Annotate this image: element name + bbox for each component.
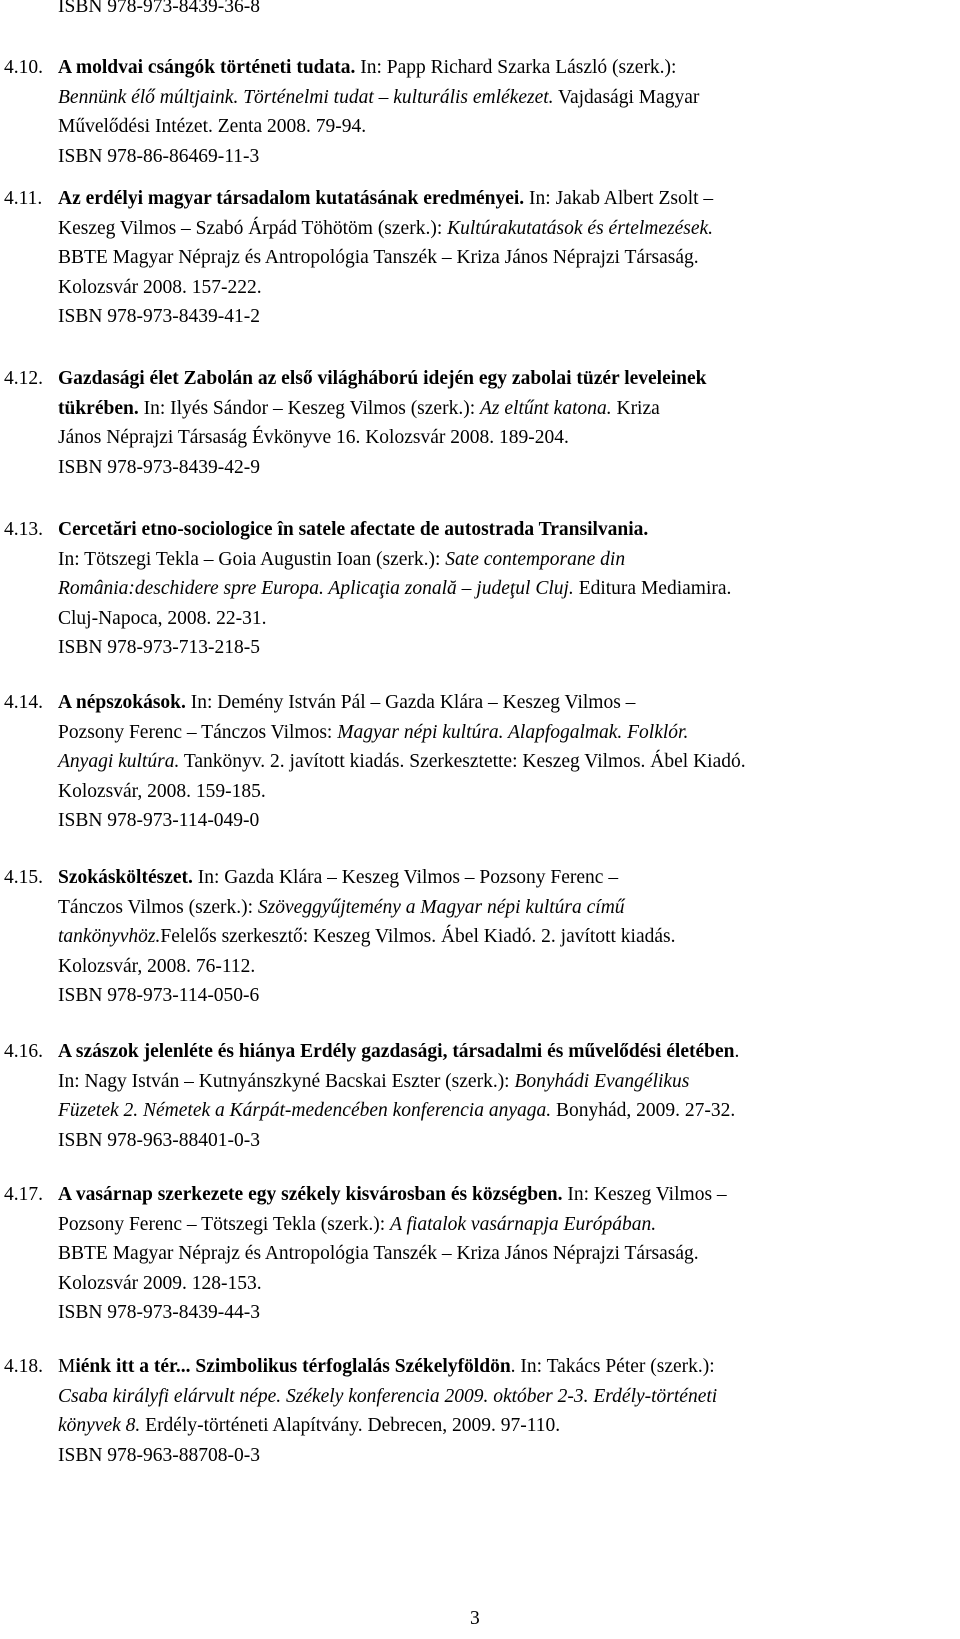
entry-line (58, 604, 267, 634)
entry-text: Kriza (611, 397, 660, 419)
entry-text: M (58, 1356, 76, 1377)
entry-line (58, 423, 569, 453)
entry-title: Szokásköltészet. (58, 867, 193, 888)
entry-text: Bonyhád, 2009. 27-32. (551, 1100, 736, 1121)
entry-line (58, 952, 255, 982)
entry-text: ISBN 978-973-713-218-5 (58, 637, 261, 658)
entry-text: . (734, 1041, 740, 1062)
entry-text: Művelődési Intézet. Zenta 2008. 79-94. (58, 116, 367, 137)
entry-first-line (4, 184, 713, 214)
entry-text: Tankönyv. 2. javított kiadás. Szerkesztette: Keszeg Vilmos. Ábel Kiadó. (179, 751, 746, 772)
entry-line (58, 574, 731, 604)
entry-text: Kolozsvár 2009. 128-153. (58, 1272, 262, 1294)
entry-text: In: Keszeg Vilmos – (562, 1184, 727, 1205)
entry-text: Tánczos Vilmos (szerk.): (58, 896, 258, 918)
entry-line (58, 545, 625, 575)
entry-line (58, 1096, 735, 1126)
publication-title: Anyagi kultúra. (58, 751, 180, 772)
entry-title: A szászok jelenléte és hiánya Erdély gazdasági, társadalmi és művelődési életében (58, 1041, 735, 1062)
entry-title: tükrében. (58, 397, 139, 419)
entry-text: In: Gazda Klára – Keszeg Vilmos – Pozsony Ferenc – (192, 867, 619, 888)
entry-line (58, 1441, 260, 1471)
entry-line (58, 1298, 260, 1328)
entry-text: ISBN 978-973-114-050-6 (58, 985, 260, 1006)
entry-number: 4.18. (4, 1356, 43, 1377)
entry-line (58, 1210, 656, 1240)
entry-number: 4.16. (4, 1041, 43, 1062)
entry-text: Vajdasági Magyar (553, 86, 700, 108)
publication-title: Szöveggyűjtemény a Magyar népi kultúra című (257, 896, 625, 918)
entry-line (58, 981, 259, 1011)
entry-line (58, 718, 688, 748)
entry-first-line (4, 53, 676, 83)
publication-title: Bonyhádi Evangélikus (514, 1070, 690, 1092)
entry-number: 4.10. (4, 57, 43, 78)
publication-title: România:deschidere spre Europa. Aplicaţia zonală – judeţul Cluj. (58, 578, 574, 599)
entry-number: 4.12. (4, 368, 43, 389)
entry-text: ISBN 978-963-88401-0-3 (58, 1129, 261, 1151)
entry-line (58, 214, 713, 244)
entry-line (58, 777, 266, 807)
entry-text: Pozsony Ferenc – Tötszegi Tekla (szerk.): (58, 1213, 391, 1235)
entry-text: Kolozsvár, 2008. 76-112. (58, 955, 256, 977)
entry-line (58, 633, 260, 663)
entry-line (58, 893, 625, 923)
entry-text: In: Tötszegi Tekla – Goia Augustin Ioan (szerk.): (58, 548, 446, 570)
publication-title: Bennünk élő múltjaink. Történelmi tudat – kulturális emlékezet. (58, 86, 554, 108)
entry-text: In: Jakab Albert Zsolt – (524, 188, 714, 209)
entry-text: Keszeg Vilmos – Szabó Árpád Töhötöm (szerk.): (58, 217, 448, 239)
entry-line (58, 1067, 689, 1097)
entry-title: A népszokások. (58, 692, 186, 713)
entry-line (58, 1411, 560, 1441)
publication-title: A fiatalok vasárnapja Európában. (390, 1213, 657, 1235)
entry-first-line (4, 1037, 739, 1067)
entry-line (58, 1269, 262, 1299)
entry-number: 4.15. (4, 867, 43, 888)
entry-text: ISBN 978-963-88708-0-3 (58, 1444, 261, 1466)
entry-text: Pozsony Ferenc – Tánczos Vilmos: (58, 721, 338, 743)
entry-title: A vasárnap szerkezete egy székely kisvárosban és községben. (58, 1184, 563, 1205)
publication-title: Kultúrakutatások és értelmezések. (447, 217, 714, 239)
entry-line (58, 453, 260, 483)
entry-text: Erdély-történeti Alapítvány. Debrecen, 2009. 97-110. (140, 1415, 561, 1436)
entry-first-line (4, 1180, 727, 1210)
entry-text: . In: Takács Péter (szerk.): (510, 1356, 715, 1377)
entry-text: ISBN 978-973-8439-41-2 (58, 306, 261, 327)
page-number: 3 (470, 1608, 480, 1629)
publication-title: Az eltűnt katona. (480, 397, 612, 419)
entry-line (58, 302, 260, 332)
entry-text: Kolozsvár, 2008. 159-185. (58, 780, 266, 802)
entry-line (58, 922, 675, 952)
entry-line (58, 1382, 717, 1412)
isbn-continued: ISBN 978-973-8439-36-8 (58, 0, 261, 17)
entry-title: A moldvai csángók történeti tudata. (58, 57, 356, 78)
entry-line (58, 112, 366, 142)
entry-text: Editura Mediamira. (573, 578, 732, 599)
entry-text: In: Nagy István – Kutnyánszkyné Bacskai Eszter (szerk.): (58, 1070, 515, 1092)
publication-title: Füzetek 2. Németek a Kárpát-medencében konferencia anyaga. (58, 1100, 552, 1121)
entry-line (58, 806, 259, 836)
entry-line (58, 1126, 260, 1156)
publication-title: Magyar népi kultúra. Alapfogalmak. Folklór. (337, 721, 689, 743)
entry-text: János Néprajzi Társaság Évkönyve 16. Kolozsvár 2008. 189-204. (58, 427, 569, 448)
entry-text: ISBN 978-86-86469-11-3 (58, 145, 260, 167)
entry-first-line (4, 1352, 715, 1382)
entry-line (58, 142, 259, 172)
entry-first-line (4, 688, 635, 718)
entry-text: ISBN 978-973-114-049-0 (58, 810, 260, 831)
entry-first-line (4, 364, 707, 394)
publication-title: könyvek 8. (58, 1415, 141, 1436)
entry-text: BBTE Magyar Néprajz és Antropológia Tanszék – Kriza János Néprajzi Társaság. (58, 247, 699, 268)
entry-line (58, 1239, 699, 1269)
entry-text: Kolozsvár 2008. 157-222. (58, 276, 262, 298)
entry-title: Cercetări etno-sociologice în satele afectate de autostrada Transilvania. (58, 519, 649, 540)
entry-number: 4.14. (4, 692, 43, 713)
entry-number: 4.11. (4, 188, 43, 209)
entry-first-line (4, 863, 618, 893)
entry-text: BBTE Magyar Néprajz és Antropológia Tanszék – Kriza János Néprajzi Társaság. (58, 1243, 699, 1264)
entry-line (58, 747, 746, 777)
entry-text: Felelős szerkesztő: Keszeg Vilmos. Ábel Kiadó. 2. javított kiadás. (160, 926, 676, 947)
entry-text: ISBN 978-973-8439-44-3 (58, 1302, 261, 1323)
entry-line (58, 273, 262, 303)
publication-title: Csaba királyfi elárvult népe. Székely konferencia 2009. október 2-3. Erdély-történeti (58, 1385, 718, 1407)
entry-text: ISBN 978-973-8439-42-9 (58, 456, 261, 478)
entry-text: In: Papp Richard Szarka László (szerk.): (355, 57, 677, 78)
entry-title: iénk itt a tér... Szimbolikus térfoglalás Székelyföldön (75, 1356, 511, 1377)
entry-line (58, 243, 699, 273)
entry-first-line (4, 515, 648, 545)
entry-line (58, 394, 660, 424)
publication-title: tankönyvhöz. (58, 926, 161, 947)
entry-title: Az erdélyi magyar társadalom kutatásának eredményei. (58, 188, 525, 209)
publication-title: Sate contemporane din (445, 548, 626, 570)
entry-number: 4.13. (4, 519, 43, 540)
entry-title: Gazdasági élet Zabolán az első világháború idején egy zabolai tüzér leveleinek (58, 368, 707, 389)
entry-text: In: Ilyés Sándor – Keszeg Vilmos (szerk.): (138, 397, 480, 419)
entry-number: 4.17. (4, 1184, 43, 1205)
entry-text: Cluj-Napoca, 2008. 22-31. (58, 607, 267, 629)
entry-text: In: Demény István Pál – Gazda Klára – Keszeg Vilmos – (185, 692, 636, 713)
entry-line (58, 83, 699, 113)
